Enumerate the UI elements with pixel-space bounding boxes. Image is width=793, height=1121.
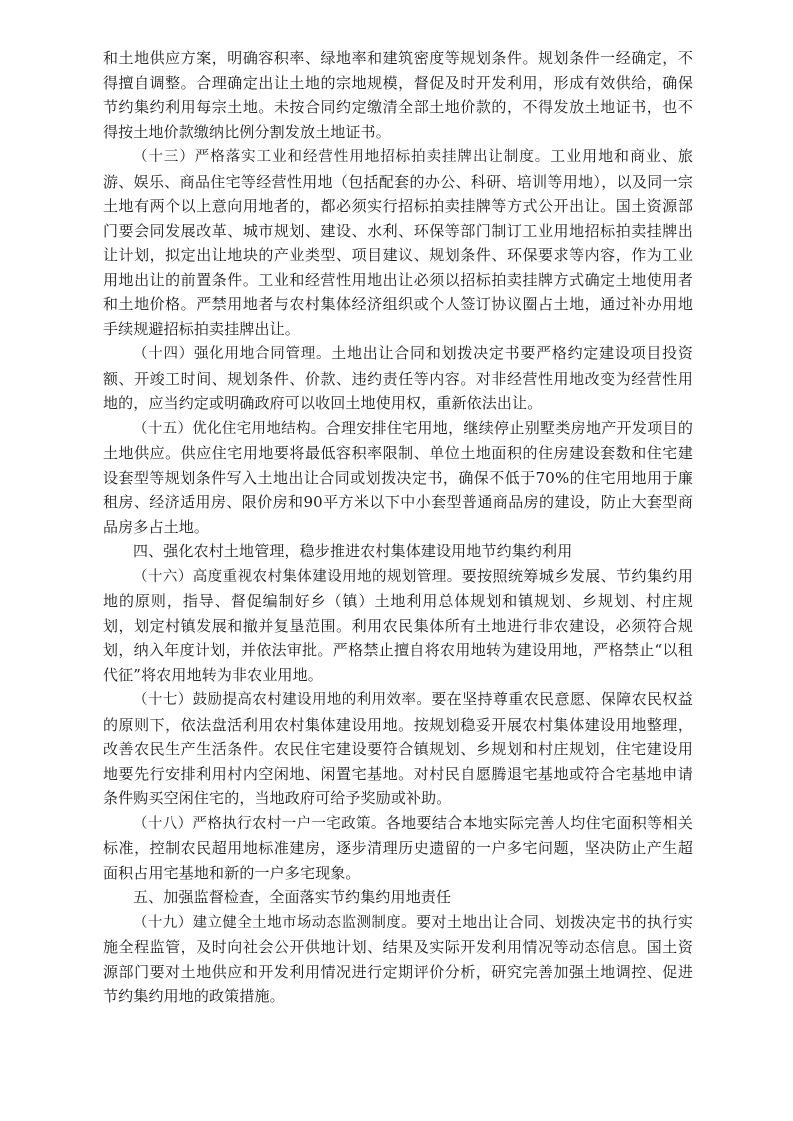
paragraph-text: 各地要结合本地实际完善人均住宅面积等相关标准，控制农民超用地标准建房，逐步清理历史遗留的一户多宅问题，坚决防止产生超面积占用宅基地和新的一户多宅现象。 [103, 813, 693, 882]
paragraph-text: 和土地供应方案，明确容积率、绿地率和建筑密度等规划条件。规划条件一经确定，不得擅自调整。合理确定出让土地的宗地规模，督促及时开发利用，形成有效供给，确保节约集约利用每宗土地。未按合同约定缴清全部土地价款的，不得发放土地证书，也不得按土地价款缴纳比例分割发放土地证书。 [103, 49, 693, 141]
paragraph-item-16 [103, 564, 693, 688]
document-page [103, 46, 693, 1009]
paragraph-item-14 [103, 341, 693, 416]
paragraph-item-17 [103, 687, 693, 811]
paragraph-item-18 [103, 811, 693, 886]
paragraph-item-19 [103, 910, 693, 1009]
paragraph-item-15 [103, 416, 693, 540]
section-heading-text: 四、强化农村土地管理，稳步推进农村集体建设用地节约集约利用 [133, 542, 573, 560]
paragraph-lead: （十四）强化用地合同管理。 [133, 346, 332, 362]
section-heading-4 [103, 539, 693, 564]
paragraph-text: 工业用地和商业、旅游、娱乐、商品住宅等经营性用地（包括配套的办公、科研、培训等用地），以及同一宗土地有两个以上意向用地者的，都必须实行招标拍卖挂牌等方式公开出让。国土资源部门要会同发展改革、城市规划、建设、水利、环保等部门制订工业用地招标拍卖挂牌出让计划，拟定出让地块的产业类型、项目建议、规划条件、环保要求等内容，作为工业用地出让的前置条件。工业和经营性用地出让必须以招标拍卖挂牌方式确定土地使用者和土地价格。严禁用地者与农村集体经济组织或个人签订协议圈占土地，通过补办用地手续规避招标拍卖挂牌出让。 [103, 147, 693, 338]
paragraph-lead: （十六）高度重视农村集体建设用地的规划管理。 [133, 568, 462, 585]
paragraph-text: 要按照统筹城乡发展、节约集约用地的原则，指导、督促编制好乡（镇）土地利用总体规划和镇规划、乡规划、村庄规划，划定村镇发展和撤并复垦范围。利用农民集体所有土地进行非农建设，必须符合规划，纳入年度计划，并依法审批。严格禁止擅自将农用地转为建设用地，严格禁止“以租代征”将农用地转为非农业用地。 [103, 566, 693, 684]
paragraph-text: 要在坚持尊重农民意愿、保障农民权益的原则下，依法盘活利用农村集体建设用地。按规划稳妥开展农村集体建设用地整理，改善农民生产生活条件。农民住宅建设要符合镇规划、乡规划和村庄规划，住宅建设用地要先行安排利用村内空闲地、闲置宅基地。对村民自愿腾退宅基地或符合宅基地申请条件购买空闲住宅的，当地政府可给予奖励或补助。 [103, 690, 693, 807]
paragraph-lead: （十九）建立健全土地市场动态监测制度。 [133, 914, 417, 931]
section-heading-text: 五、加强监督检查，全面落实节约集约用地责任 [133, 888, 452, 906]
paragraph-text: 要对土地出让合同、划拨决定书的执行实施全程监管，及时向社会公开供地计划、结果及实际开发利用情况等动态信息。国土资源部门要对土地供应和开发利用情况进行定期评价分析，研究完善加强土地调控、促进节约集约用地的政策措施。 [103, 912, 694, 1005]
paragraph-lead: （十八）严格执行农村一户一宅政策。 [133, 815, 386, 832]
paragraph-item-13 [103, 144, 693, 341]
paragraph-lead: （十三）严格落实工业和经营性用地招标拍卖挂牌出让制度。 [133, 149, 551, 165]
paragraph-lead: （十七）鼓励提高农村建设用地的利用效率。 [133, 692, 432, 708]
section-heading-5 [103, 885, 693, 910]
paragraph-lead: （十五）优化住宅用地结构。 [133, 420, 326, 437]
paragraph-text: 合理安排住宅用地，继续停止别墅类房地产开发项目的土地供应。供应住宅用地要将最低容积率限制、单位土地面积的住房建设套数和住宅建设套型等规划条件写入土地出让合同或划拨决定书，确保不低于70%的住宅用地用于廉租房、经济适用房、限价房和90平方米以下中小套型普通商品房的建设，防止大套型商品房多占土地。 [103, 418, 693, 536]
paragraph-continuation [103, 46, 693, 144]
paragraph-text: 土地出让合同和划拨决定书要严格约定建设项目投资额、开竣工时间、规划条件、价款、违约责任等内容。对非经营性用地改变为经营性用地的，应当约定或明确政府可以收回土地使用权，重新依法出让。 [103, 344, 694, 412]
